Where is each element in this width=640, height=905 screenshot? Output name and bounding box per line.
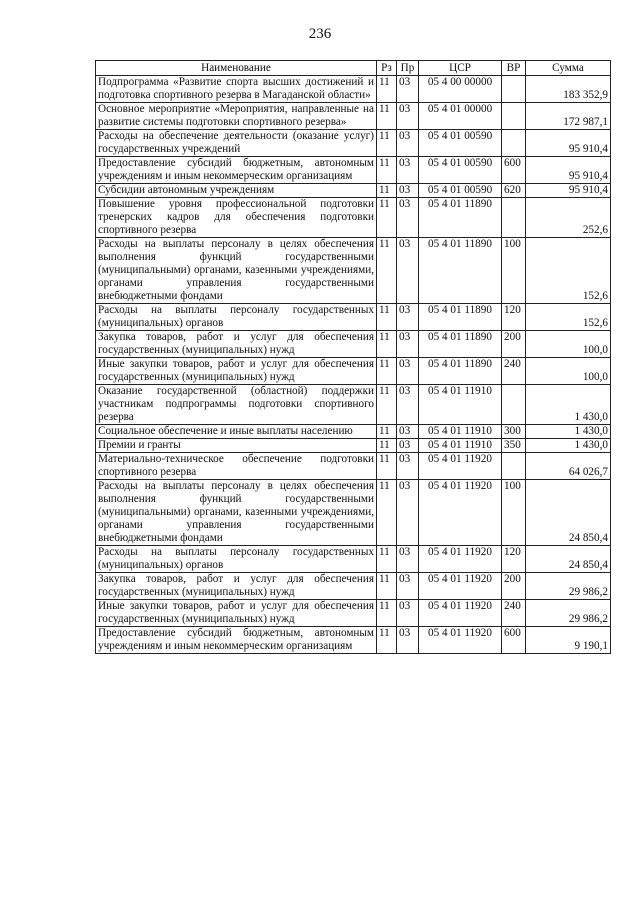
cell-csr: 05 4 01 11910 — [419, 439, 502, 453]
table-row — [96, 453, 611, 480]
cell-name: Подпрограмма «Развитие спорта высших достижений и подготовка спортивного резерва в Магаданской области» — [96, 76, 377, 103]
cell-pr: 03 — [397, 480, 419, 546]
cell-rz: 11 — [377, 238, 397, 304]
cell-rz: 11 — [377, 358, 397, 385]
cell-sum: 152,6 — [526, 304, 611, 331]
cell-pr: 03 — [397, 439, 419, 453]
cell-vr: 300 — [502, 425, 526, 439]
cell-rz: 11 — [377, 331, 397, 358]
cell-rz: 11 — [377, 385, 397, 425]
cell-pr: 03 — [397, 76, 419, 103]
cell-pr: 03 — [397, 184, 419, 198]
cell-csr: 05 4 00 00000 — [419, 76, 502, 103]
cell-name: Основное мероприятие «Мероприятия, направленные на развитие системы подготовки спортивного резерва» — [96, 103, 377, 130]
cell-pr: 03 — [397, 546, 419, 573]
cell-rz: 11 — [377, 600, 397, 627]
cell-name: Предоставление субсидий бюджетным, автономным учреждениям и иным некоммерческим организациям — [96, 627, 377, 654]
cell-vr: 600 — [502, 157, 526, 184]
cell-vr: 240 — [502, 358, 526, 385]
cell-name: Субсидии автономным учреждениям — [96, 184, 377, 198]
cell-vr — [502, 76, 526, 103]
table-row — [96, 573, 611, 600]
cell-rz: 11 — [377, 546, 397, 573]
cell-csr: 05 4 01 00590 — [419, 157, 502, 184]
budget-table — [95, 60, 611, 654]
cell-sum: 29 986,2 — [526, 600, 611, 627]
header-vr: ВР — [502, 61, 526, 76]
cell-pr: 03 — [397, 573, 419, 600]
cell-csr: 05 4 01 11890 — [419, 238, 502, 304]
cell-name: Материально-техническое обеспечение подготовки спортивного резерва — [96, 453, 377, 480]
cell-csr: 05 4 01 11890 — [419, 331, 502, 358]
cell-name: Предоставление субсидий бюджетным, автономным учреждениям и иным некоммерческим организациям — [96, 157, 377, 184]
cell-csr: 05 4 01 11920 — [419, 480, 502, 546]
cell-csr: 05 4 01 11890 — [419, 358, 502, 385]
cell-name: Закупка товаров, работ и услуг для обеспечения государственных (муниципальных) нужд — [96, 573, 377, 600]
cell-sum: 9 190,1 — [526, 627, 611, 654]
cell-sum: 95 910,4 — [526, 130, 611, 157]
table-header — [96, 61, 611, 76]
table-row — [96, 238, 611, 304]
cell-rz: 11 — [377, 157, 397, 184]
cell-pr: 03 — [397, 600, 419, 627]
cell-sum: 152,6 — [526, 238, 611, 304]
header-name: Наименование — [96, 61, 377, 76]
header-pr: Пр — [397, 61, 419, 76]
table-row — [96, 198, 611, 238]
table-row — [96, 304, 611, 331]
header-sum: Сумма — [526, 61, 611, 76]
cell-vr: 120 — [502, 304, 526, 331]
header-rz: Рз — [377, 61, 397, 76]
cell-name: Расходы на выплаты персоналу в целях обеспечения выполнения функций государственными (муниципальными) органами, казенными учреждениями, органами управления государственными внебюджетными фондами — [96, 480, 377, 546]
cell-sum: 252,6 — [526, 198, 611, 238]
table-body — [96, 76, 611, 654]
cell-name: Расходы на выплаты персоналу государственных (муниципальных) органов — [96, 304, 377, 331]
cell-csr: 05 4 01 00000 — [419, 103, 502, 130]
table-row — [96, 358, 611, 385]
cell-name: Премии и гранты — [96, 439, 377, 453]
table-row — [96, 103, 611, 130]
cell-rz: 11 — [377, 627, 397, 654]
cell-vr: 120 — [502, 546, 526, 573]
cell-csr: 05 4 01 00590 — [419, 130, 502, 157]
cell-vr: 200 — [502, 573, 526, 600]
cell-csr: 05 4 01 11910 — [419, 425, 502, 439]
cell-rz: 11 — [377, 198, 397, 238]
cell-rz: 11 — [377, 453, 397, 480]
cell-rz: 11 — [377, 439, 397, 453]
cell-csr: 05 4 01 11910 — [419, 385, 502, 425]
cell-pr: 03 — [397, 157, 419, 184]
header-row — [96, 61, 611, 76]
table-row — [96, 600, 611, 627]
cell-name: Социальное обеспечение и иные выплаты населению — [96, 425, 377, 439]
cell-csr: 05 4 01 00590 — [419, 184, 502, 198]
cell-pr: 03 — [397, 358, 419, 385]
cell-csr: 05 4 01 11920 — [419, 600, 502, 627]
table-row — [96, 425, 611, 439]
table-row — [96, 546, 611, 573]
cell-sum: 100,0 — [526, 331, 611, 358]
cell-sum: 100,0 — [526, 358, 611, 385]
cell-name: Оказание государственной (областной) поддержки участникам подпрограммы подготовки спортивного резерва — [96, 385, 377, 425]
cell-name: Иные закупки товаров, работ и услуг для обеспечения государственных (муниципальных) нужд — [96, 600, 377, 627]
cell-sum: 95 910,4 — [526, 184, 611, 198]
cell-vr: 240 — [502, 600, 526, 627]
cell-name: Расходы на выплаты персоналу государственных (муниципальных) органов — [96, 546, 377, 573]
cell-csr: 05 4 01 11920 — [419, 573, 502, 600]
cell-sum: 1 430,0 — [526, 425, 611, 439]
cell-rz: 11 — [377, 103, 397, 130]
cell-pr: 03 — [397, 627, 419, 654]
cell-sum: 24 850,4 — [526, 546, 611, 573]
cell-sum: 1 430,0 — [526, 385, 611, 425]
cell-csr: 05 4 01 11920 — [419, 627, 502, 654]
cell-rz: 11 — [377, 76, 397, 103]
cell-rz: 11 — [377, 480, 397, 546]
cell-name: Закупка товаров, работ и услуг для обеспечения государственных (муниципальных) нужд — [96, 331, 377, 358]
cell-pr: 03 — [397, 103, 419, 130]
cell-csr: 05 4 01 11920 — [419, 453, 502, 480]
cell-pr: 03 — [397, 198, 419, 238]
table-row — [96, 130, 611, 157]
cell-pr: 03 — [397, 130, 419, 157]
cell-pr: 03 — [397, 453, 419, 480]
table-row — [96, 385, 611, 425]
cell-sum: 183 352,9 — [526, 76, 611, 103]
cell-sum: 95 910,4 — [526, 157, 611, 184]
table-row — [96, 157, 611, 184]
cell-csr: 05 4 01 11890 — [419, 304, 502, 331]
cell-sum: 64 026,7 — [526, 453, 611, 480]
cell-rz: 11 — [377, 304, 397, 331]
cell-name: Повышение уровня профессиональной подготовки тренерских кадров для обеспечения подготовки спортивного резерва — [96, 198, 377, 238]
cell-rz: 11 — [377, 130, 397, 157]
cell-vr: 350 — [502, 439, 526, 453]
cell-csr: 05 4 01 11920 — [419, 546, 502, 573]
cell-vr — [502, 103, 526, 130]
cell-vr — [502, 385, 526, 425]
cell-vr — [502, 453, 526, 480]
cell-pr: 03 — [397, 385, 419, 425]
table-row — [96, 627, 611, 654]
cell-vr: 100 — [502, 238, 526, 304]
cell-rz: 11 — [377, 184, 397, 198]
cell-pr: 03 — [397, 425, 419, 439]
table-row — [96, 76, 611, 103]
cell-vr: 620 — [502, 184, 526, 198]
table-row — [96, 439, 611, 453]
header-csr: ЦСР — [419, 61, 502, 76]
cell-sum: 24 850,4 — [526, 480, 611, 546]
page-number: 236 — [308, 26, 332, 42]
cell-name: Расходы на обеспечение деятельности (оказание услуг) государственных учреждений — [96, 130, 377, 157]
cell-vr: 100 — [502, 480, 526, 546]
cell-csr: 05 4 01 11890 — [419, 198, 502, 238]
cell-name: Иные закупки товаров, работ и услуг для обеспечения государственных (муниципальных) нужд — [96, 358, 377, 385]
table-row — [96, 480, 611, 546]
table-row — [96, 184, 611, 198]
cell-sum: 29 986,2 — [526, 573, 611, 600]
cell-vr: 600 — [502, 627, 526, 654]
table-row — [96, 331, 611, 358]
cell-sum: 172 987,1 — [526, 103, 611, 130]
cell-rz: 11 — [377, 573, 397, 600]
cell-name: Расходы на выплаты персоналу в целях обеспечения выполнения функций государственными (муниципальными) органами, казенными учреждениями, органами управления государственными внебюджетными фондами — [96, 238, 377, 304]
cell-pr: 03 — [397, 304, 419, 331]
cell-vr — [502, 130, 526, 157]
cell-pr: 03 — [397, 331, 419, 358]
cell-vr: 200 — [502, 331, 526, 358]
cell-pr: 03 — [397, 238, 419, 304]
cell-rz: 11 — [377, 425, 397, 439]
cell-vr — [502, 198, 526, 238]
cell-sum: 1 430,0 — [526, 439, 611, 453]
